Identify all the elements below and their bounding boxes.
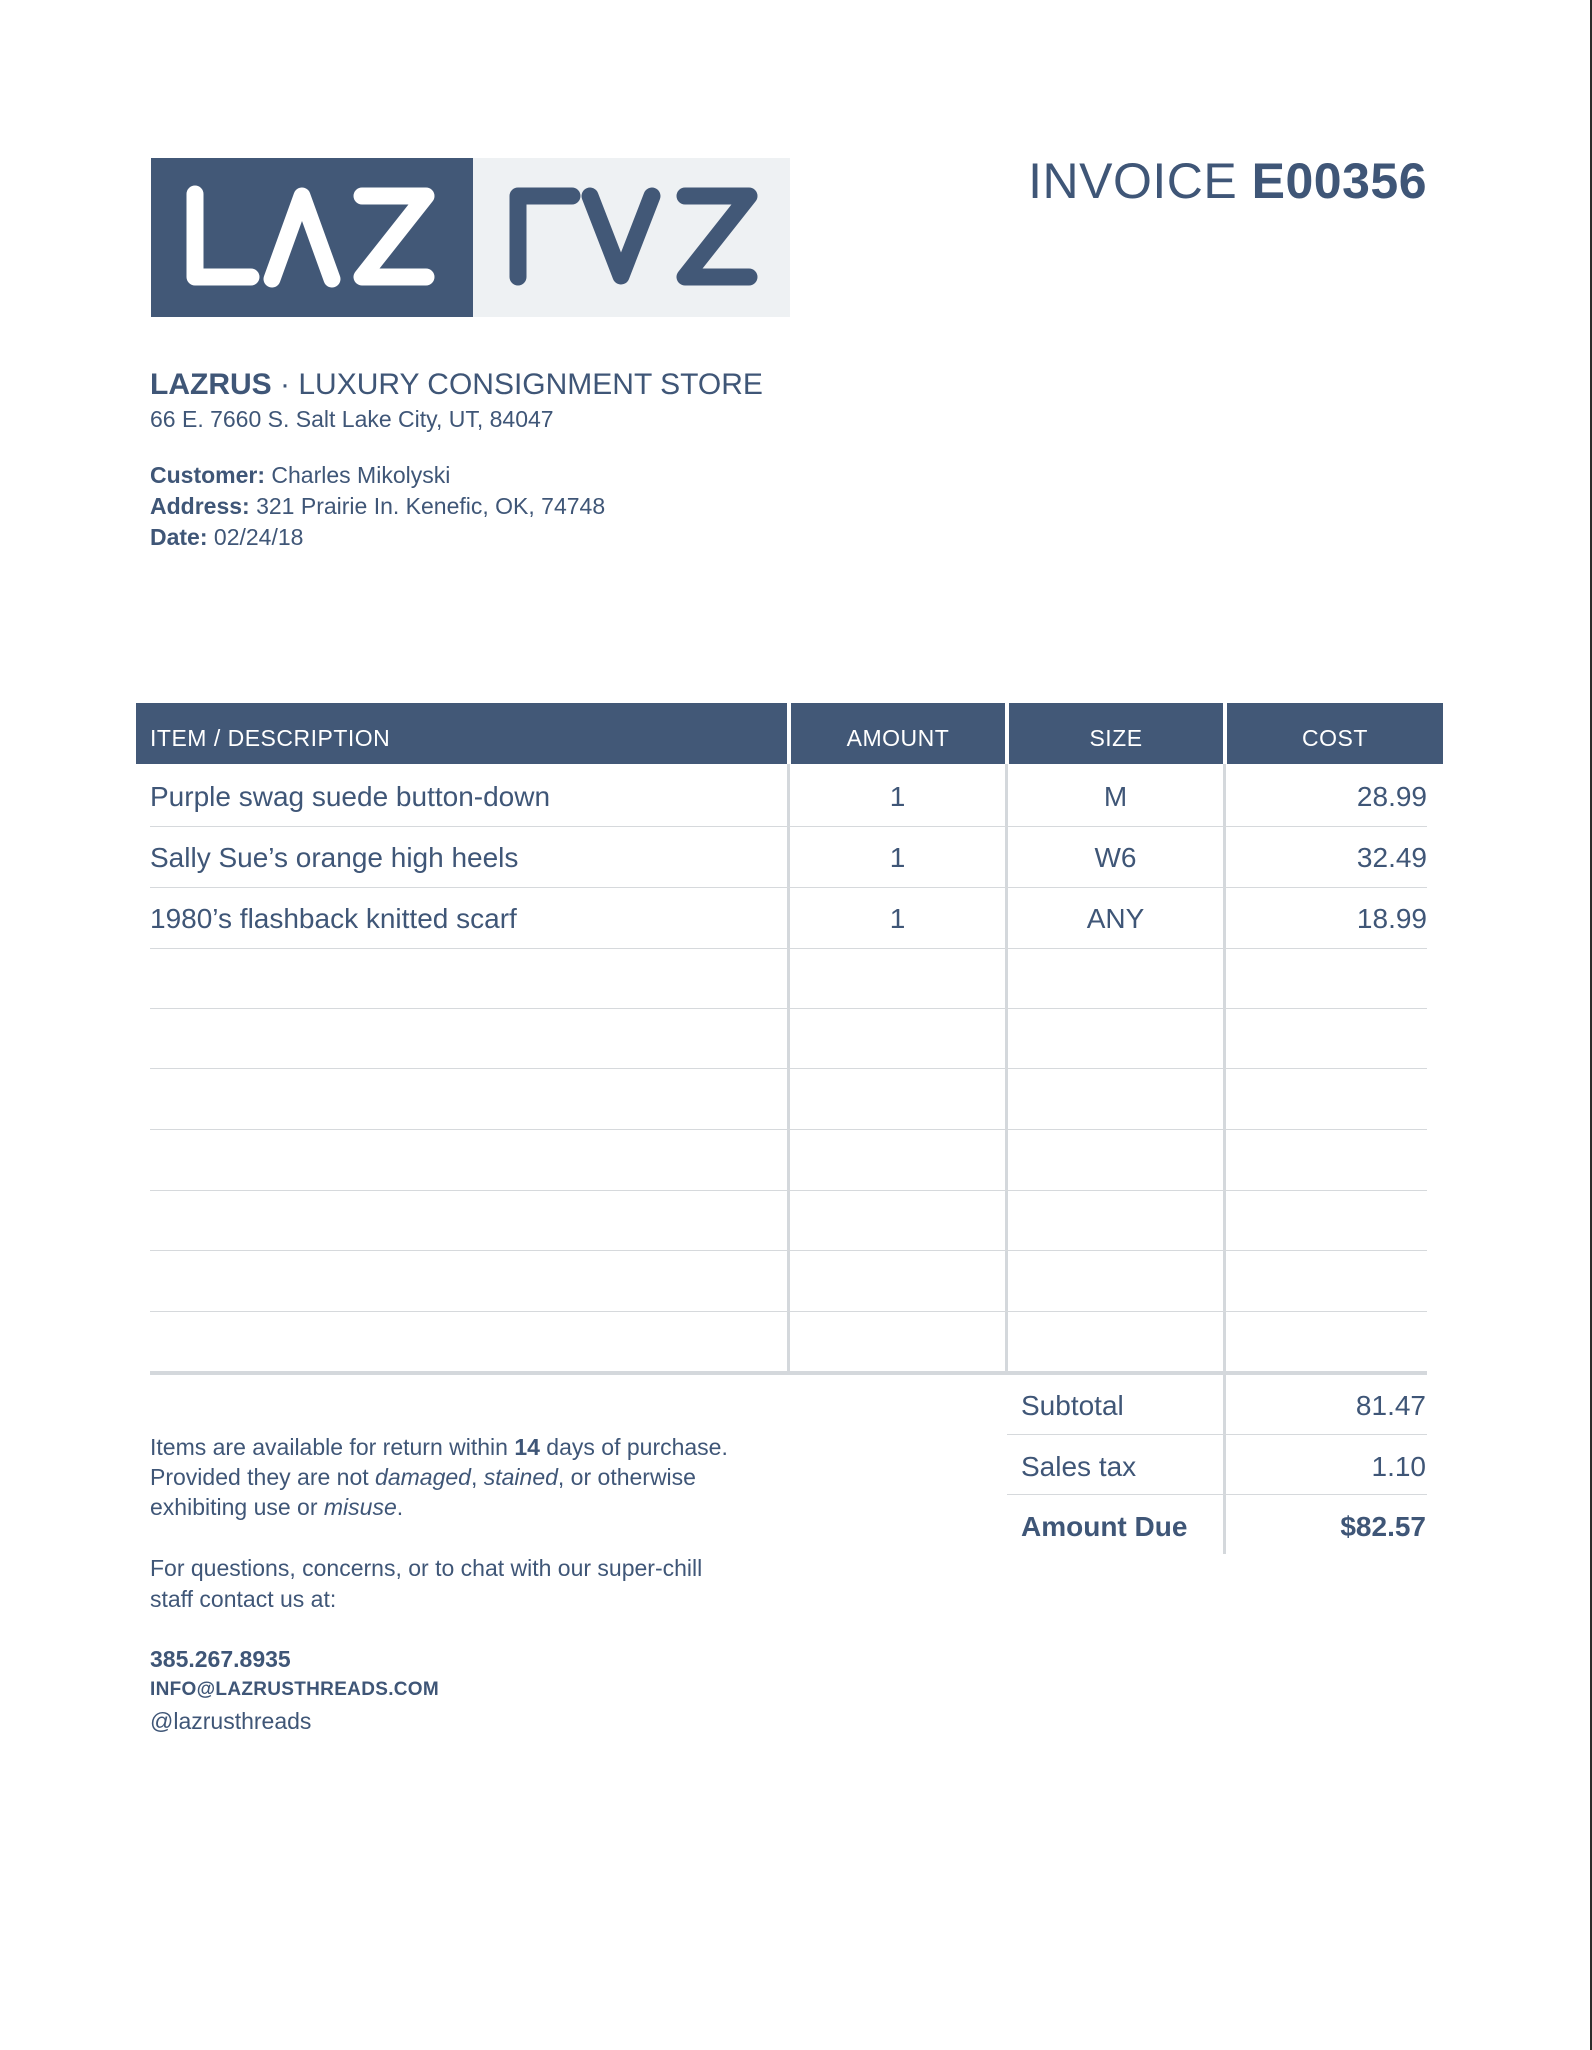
header-item: ITEM / DESCRIPTION bbox=[150, 725, 391, 751]
customer-value: Charles Mikolyski bbox=[271, 462, 451, 488]
customer-label: Customer: bbox=[150, 462, 266, 488]
item-amount: 1 bbox=[889, 842, 906, 873]
logo-graphic bbox=[151, 158, 790, 317]
policy-line bbox=[150, 1492, 830, 1522]
customer-row bbox=[150, 460, 605, 491]
policy-emphasis: stained bbox=[483, 1464, 558, 1490]
policy-line bbox=[150, 1432, 830, 1462]
date-value: 02/24/18 bbox=[213, 524, 304, 550]
store-name-line bbox=[150, 368, 763, 402]
amount-due-label: Amount Due bbox=[1021, 1511, 1188, 1542]
lazrus-logo bbox=[151, 158, 790, 317]
item-description: Purple swag suede button-down bbox=[150, 781, 551, 812]
item-cost: 18.99 bbox=[1356, 903, 1427, 934]
store-separator: · bbox=[280, 368, 290, 401]
header-amount: AMOUNT bbox=[846, 725, 950, 751]
address-row bbox=[150, 491, 605, 522]
item-cost: 28.99 bbox=[1356, 781, 1427, 812]
item-size: ANY bbox=[1086, 903, 1145, 934]
store-tagline: LUXURY CONSIGNMENT STORE bbox=[298, 368, 763, 401]
row-rule bbox=[150, 1190, 1427, 1191]
contact-phone[interactable]: 385.267.8935 bbox=[150, 1646, 291, 1672]
subtotal-label: Subtotal bbox=[1021, 1390, 1124, 1421]
sales-tax-label: Sales tax bbox=[1021, 1451, 1137, 1482]
policy-text: Provided they are not bbox=[150, 1464, 376, 1490]
return-days: 14 bbox=[514, 1434, 540, 1460]
table-header bbox=[136, 703, 1443, 764]
item-amount: 1 bbox=[889, 781, 906, 812]
customer-info bbox=[150, 460, 605, 553]
store-address: 66 E. 7660 S. Salt Lake City, UT, 84047 bbox=[150, 406, 554, 432]
contact-intro bbox=[150, 1553, 702, 1615]
item-amount: 1 bbox=[889, 903, 906, 934]
invoice-title bbox=[1028, 152, 1427, 210]
invoice-number: E00356 bbox=[1251, 153, 1427, 209]
row-rule bbox=[150, 1068, 1427, 1069]
policy-text: , or otherwise bbox=[557, 1464, 696, 1490]
policy-text: days of purchase. bbox=[539, 1434, 728, 1460]
policy-line bbox=[150, 1462, 830, 1492]
contact-intro-line: For questions, concerns, or to chat with our super-chill bbox=[150, 1555, 703, 1581]
invoice-label: INVOICE bbox=[1028, 153, 1238, 209]
item-description: 1980’s flashback knitted scarf bbox=[150, 903, 517, 934]
header-cost: COST bbox=[1302, 725, 1368, 751]
policy-text: Items are available for return within bbox=[150, 1434, 515, 1460]
social-handle[interactable]: @lazrusthreads bbox=[150, 1708, 312, 1734]
item-cost: 32.49 bbox=[1356, 842, 1427, 873]
address-value: 321 Prairie In. Kenefic, OK, 74748 bbox=[256, 493, 606, 519]
item-size: M bbox=[1103, 781, 1128, 812]
row-rule bbox=[150, 1311, 1427, 1312]
table-bottom-rule bbox=[150, 1371, 1427, 1375]
address-label: Address: bbox=[150, 493, 250, 519]
policy-emphasis: damaged bbox=[375, 1464, 471, 1490]
header-size: SIZE bbox=[1089, 725, 1143, 751]
contact-email[interactable]: INFO@LAZRUSTHREADS.COM bbox=[150, 1679, 440, 1700]
policy-text: . bbox=[396, 1494, 404, 1520]
store-name: LAZRUS bbox=[150, 368, 272, 401]
policy-text: exhibiting use or bbox=[150, 1494, 324, 1520]
return-policy bbox=[150, 1432, 830, 1522]
row-rule bbox=[150, 1250, 1427, 1251]
sales-tax-value: 1.10 bbox=[1371, 1451, 1426, 1482]
policy-text: , bbox=[470, 1464, 484, 1490]
row-rule bbox=[150, 1008, 1427, 1009]
date-row bbox=[150, 522, 605, 553]
item-description: Sally Sue’s orange high heels bbox=[150, 842, 519, 873]
subtotal-value: 81.47 bbox=[1355, 1390, 1426, 1421]
amount-due-value: $82.57 bbox=[1340, 1511, 1426, 1542]
contact-intro-line: staff contact us at: bbox=[150, 1586, 337, 1612]
row-rule bbox=[150, 1129, 1427, 1130]
policy-emphasis: misuse bbox=[323, 1494, 397, 1520]
date-label: Date: bbox=[150, 524, 208, 550]
item-size: W6 bbox=[1094, 842, 1137, 873]
